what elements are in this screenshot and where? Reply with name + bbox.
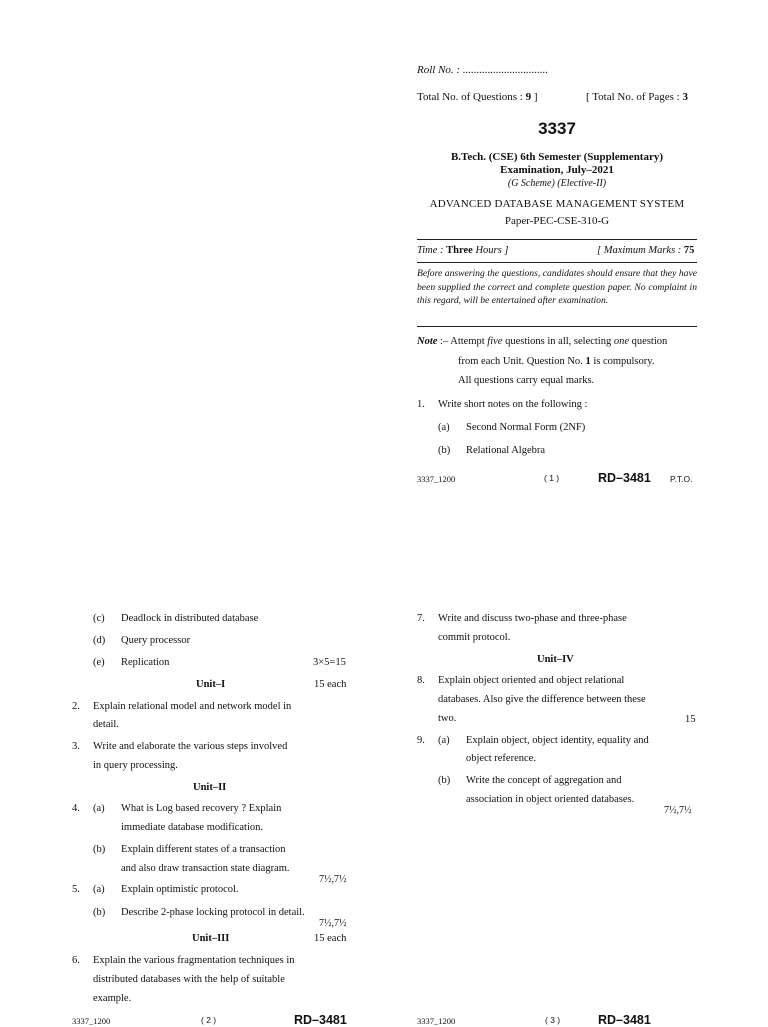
scheme-label: (G Scheme) (Elective-II) bbox=[507, 178, 607, 189]
question-1a-label: (a) bbox=[438, 422, 450, 433]
unit-3-marks: 15 each bbox=[314, 933, 347, 944]
unit-1-marks: 15 each bbox=[314, 679, 347, 690]
question-5a-text: Explain optimistic protocol. bbox=[121, 884, 239, 895]
question-1d-text: Query processor bbox=[121, 635, 191, 646]
divider-line bbox=[417, 262, 697, 263]
exam-title bbox=[417, 151, 697, 177]
footer-page-number: ( 3 ) bbox=[545, 1015, 561, 1025]
question-5-number: 5. bbox=[72, 884, 80, 895]
question-9a-line-1: Explain object, object identity, equality and bbox=[466, 735, 649, 746]
question-1e-label: (e) bbox=[93, 657, 105, 668]
total-questions: Total No. of Questions : 9 ] bbox=[417, 91, 538, 103]
maximum-marks: [ Maximum Marks : 75 bbox=[597, 245, 695, 256]
question-9b-line-1: Write the concept of aggregation and bbox=[466, 775, 622, 786]
unit-4-heading: Unit–IV bbox=[537, 654, 574, 665]
question-1-text: Write short notes on the following : bbox=[438, 399, 588, 410]
instructions-text: Before answering the questions, candidates should ensure that they have been supplied the correct and complete question paper. No complaint in this regard, will be entertained after examination. bbox=[417, 268, 697, 306]
divider-line bbox=[417, 239, 697, 240]
question-9a-label: (a) bbox=[438, 735, 450, 746]
question-6-line-3: example. bbox=[93, 993, 132, 1004]
question-4a-line-2: immediate database modification. bbox=[121, 822, 263, 833]
footer-paper-code: 3337_1200 bbox=[417, 474, 456, 484]
exam-title-line-1: B.Tech. (CSE) 6th Semester (Supplementary) bbox=[450, 151, 664, 163]
footer-rd-code: RD–3481 bbox=[598, 471, 651, 485]
question-6-number: 6. bbox=[72, 955, 80, 966]
footer-paper-code: 3337_1200 bbox=[417, 1016, 456, 1026]
question-5b-text: Describe 2-phase locking protocol in detail. bbox=[121, 907, 305, 918]
note-line-3: All questions carry equal marks. bbox=[458, 375, 595, 386]
question-8-line-1: Explain object oriented and object relational bbox=[438, 675, 625, 686]
roll-number-field: Roll No. : ............................... bbox=[417, 64, 549, 76]
question-8-line-3: two. bbox=[438, 713, 457, 724]
question-1c-text: Deadlock in distributed database bbox=[121, 613, 259, 624]
note-line-2: from each Unit. Question No. 1 is compulsory. bbox=[458, 356, 655, 367]
question-5b-label: (b) bbox=[93, 907, 106, 918]
question-1d-label: (d) bbox=[93, 635, 106, 646]
unit-2-heading: Unit–II bbox=[193, 782, 227, 793]
footer-page-number: ( 1 ) bbox=[544, 473, 560, 483]
question-1a-text: Second Normal Form (2NF) bbox=[466, 422, 586, 433]
question-8-line-2: databases. Also give the difference between these bbox=[438, 694, 646, 705]
question-4b-label: (b) bbox=[93, 844, 106, 855]
question-8-number: 8. bbox=[417, 675, 425, 686]
question-1e-text: Replication bbox=[121, 657, 170, 668]
footer-paper-code: 3337_1200 bbox=[72, 1016, 111, 1026]
footer-rd-code: RD–3481 bbox=[294, 1013, 347, 1027]
unit-3-heading: Unit–III bbox=[192, 933, 230, 944]
question-1c-label: (c) bbox=[93, 613, 105, 624]
question-3-line-1: Write and elaborate the various steps involved bbox=[93, 741, 288, 752]
question-9a-line-2: object reference. bbox=[466, 753, 536, 764]
question-4b-line-1: Explain different states of a transaction bbox=[121, 844, 286, 855]
question-5a-label: (a) bbox=[93, 884, 105, 895]
question-7-line-2: commit protocol. bbox=[438, 632, 511, 643]
footer-page-number: ( 2 ) bbox=[201, 1015, 217, 1025]
question-2-line-1: Explain relational model and network model in bbox=[93, 701, 292, 712]
footer-rd-code: RD–3481 bbox=[598, 1013, 651, 1027]
question-9b-label: (b) bbox=[438, 775, 451, 786]
question-1b-label: (b) bbox=[438, 445, 451, 456]
question-5-marks: 7½,7½ bbox=[319, 918, 347, 929]
divider-line bbox=[417, 326, 697, 327]
unit-1-heading: Unit–I bbox=[196, 679, 226, 690]
subject-title: ADVANCED DATABASE MANAGEMENT SYSTEM bbox=[429, 198, 685, 210]
question-3-line-2: in query processing. bbox=[93, 760, 178, 771]
question-6-line-2: distributed databases with the help of suitable bbox=[93, 974, 285, 985]
question-9-number: 9. bbox=[417, 735, 425, 746]
question-9b-line-2: association in object oriented databases. bbox=[466, 794, 635, 805]
exam-title-line-2: Examination, July–2021 bbox=[500, 164, 614, 176]
question-4a-line-1: What is Log based recovery ? Explain bbox=[121, 803, 282, 814]
question-6-line-1: Explain the various fragmentation techniques in bbox=[93, 955, 295, 966]
question-4a-label: (a) bbox=[93, 803, 105, 814]
time-allowed: Time : Three Hours ] bbox=[417, 245, 509, 256]
footer-pto: P.T.O. bbox=[670, 474, 693, 484]
question-1-marks: 3×5=15 bbox=[313, 657, 346, 668]
total-pages: [ Total No. of Pages : 3 bbox=[586, 91, 688, 103]
question-4-number: 4. bbox=[72, 803, 80, 814]
question-8-marks: 15 bbox=[685, 714, 696, 725]
question-1b-text: Relational Algebra bbox=[466, 445, 546, 456]
question-7-line-1: Write and discuss two-phase and three-phase bbox=[438, 613, 627, 624]
question-2-number: 2. bbox=[72, 701, 80, 712]
note-line-1: Note :– Attempt five questions in all, selecting one question bbox=[417, 336, 668, 347]
question-4b-line-2: and also draw transaction state diagram. bbox=[121, 863, 290, 874]
paper-code: 3337 bbox=[538, 119, 576, 138]
question-7-number: 7. bbox=[417, 613, 425, 624]
question-3-number: 3. bbox=[72, 741, 80, 752]
paper-number: Paper-PEC-CSE-310-G bbox=[504, 215, 610, 227]
question-1-number: 1. bbox=[417, 399, 425, 410]
question-4-marks: 7½,7½ bbox=[319, 874, 347, 885]
question-2-line-2: detail. bbox=[93, 719, 119, 730]
question-9-marks: 7½,7½ bbox=[664, 805, 692, 816]
